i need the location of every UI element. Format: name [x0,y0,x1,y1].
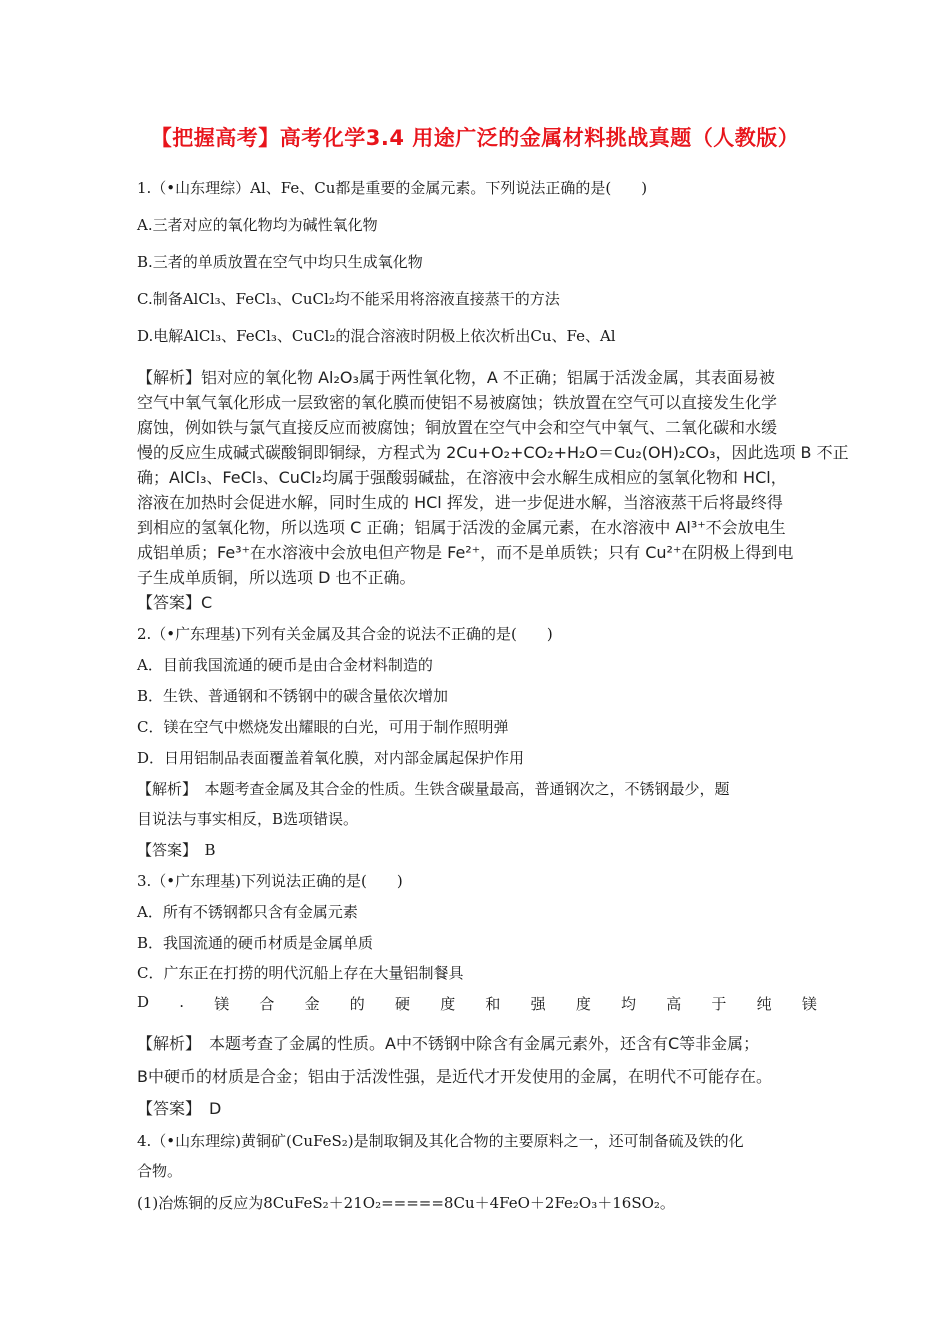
q4-stem-cont: 合物。 [137,1162,183,1180]
q3-option-d-char: 的 [349,995,365,1013]
q3-option-d-char: 合 [259,995,275,1013]
q1-option-d: D.电解AlCl₃、FeCl₃、CuCl₂的混合溶液时阴极上依次析出Cu、Fe、Al [137,327,616,345]
q3-stem: 3.（•广东理基)下列说法正确的是( ) [137,872,403,890]
q3-option-a: A．所有不锈钢都只含有金属元素 [137,903,358,921]
q2-option-a: A．目前我国流通的硬币是由合金材料制造的 [137,656,433,674]
q3-option-d-char: 纯 [756,995,772,1013]
q1-analysis-line: 确；AlCl₃、FeCl₃、CuCl₂均属于强酸弱碱盐，在溶液中会水解生成相应的氢氧化物和 HCl， [137,468,787,487]
q1-option-c: C.制备AlCl₃、FeCl₃、CuCl₂均不能采用将溶液直接蒸干的方法 [137,290,560,308]
q3-answer: 【答案】 D [137,1099,222,1118]
q1-analysis-line: 【解析】铝对应的氧化物 Al₂O₃属于两性氧化物，A 不正确；铝属于活泼金属，其表面易被 [137,368,775,387]
q2-analysis-line: 目说法与事实相反，B选项错误。 [137,810,359,828]
q1-stem: 1.（•山东理综）Al、Fe、Cu都是重要的金属元素。下列说法正确的是( ) [137,179,648,197]
q2-stem: 2.（•广东理基)下列有关金属及其合金的说法不正确的是( ) [137,625,553,643]
q3-option-d-char: 均 [621,995,637,1013]
q1-analysis-line: 空气中氧气氧化形成一层致密的氧化膜而使铝不易被腐蚀；铁放置在空气可以直接发生化学 [137,393,778,412]
q3-analysis-line: 【解析】 本题考查了金属的性质。A中不锈钢中除含有金属元素外，还含有C等非金属； [137,1034,760,1053]
q2-option-b: B．生铁、普通钢和不锈钢中的碳含量依次增加 [137,687,449,705]
q1-analysis-line: 腐蚀，例如铁与氯气直接反应而被腐蚀；铜放置在空气中会和空气中氧气、二氧化碳和水缓 [137,418,778,437]
q4-stem: 4.（•山东理综)黄铜矿(CuFeS₂)是制取铜及其化合物的主要原料之一，还可制备硫及铁的化 [137,1132,744,1150]
q3-option-d-char: 镁 [801,995,817,1013]
q1-analysis-line: 成铝单质；Fe³⁺在水溶液中会放电但产物是 Fe²⁺，而不是单质铁；只有 Cu²⁺在阴极上得到电 [137,543,794,562]
q1-option-a: A.三者对应的氧化物均为碱性氧化物 [137,216,378,234]
q3-option-d-char: 镁 [214,995,230,1013]
q3-option-c: C．广东正在打捞的明代沉船上存在大量铝制餐具 [137,964,464,982]
q1-option-b: B.三者的单质放置在空气中均只生成氧化物 [137,253,423,271]
q3-option-d-char: 硬 [395,995,411,1013]
q2-option-c: C．镁在空气中燃烧发出耀眼的白光，可用于制作照明弹 [137,718,509,736]
q3-analysis-line: B中硬币的材质是合金；铝由于活泼性强，是近代才开发使用的金属，在明代不可能存在。 [137,1067,772,1086]
q1-analysis-line: 子生成单质铜，所以选项 D 也不正确。 [137,568,416,587]
q3-option-d-char: 度 [440,995,456,1013]
page-title: 【把握高考】高考化学3.4 用途广泛的金属材料挑战真题（人教版） [150,126,800,150]
q1-analysis-line: 到相应的氢氧化物，所以选项 C 正确；铝属于活泼的金属元素，在水溶液中 Al³⁺不会放电生 [137,518,786,537]
q2-answer: 【答案】 B [137,841,216,859]
q4-part-1: (1)冶炼铜的反应为8CuFeS₂＋21O₂=====8Cu＋4FeO＋2Fe₂O₃＋16SO₂。 [137,1194,675,1212]
q3-option-d-char: 度 [575,995,591,1013]
q2-option-d: D．日用铝制品表面覆盖着氧化膜，对内部金属起保护作用 [137,749,525,767]
q3-option-b: B．我国流通的硬币材质是金属单质 [137,934,374,952]
q1-analysis-line: 溶液在加热时会促进水解，同时生成的 HCl 挥发，进一步促进水解，当溶液蒸干后将最终得 [137,493,783,512]
q3-option-d-char: 强 [530,995,546,1013]
q2-analysis-line: 【解析】 本题考查金属及其合金的性质。生铁含碳量最高，普通钢次之，不锈钢最少，题 [137,780,730,798]
q3-option-d-char: D [137,993,150,1011]
q3-option-d-char: 于 [711,995,727,1013]
q1-answer: 【答案】C [137,593,213,612]
q3-option-d-char: . [179,993,184,1011]
q3-option-d-char: 和 [485,995,501,1013]
q3-option-d-char: 高 [666,995,682,1013]
q3-option-d-char: 金 [304,995,320,1013]
q3-option-d [137,993,817,1014]
q1-analysis-line: 慢的反应生成碱式碳酸铜即铜绿，方程式为 2Cu+O₂+CO₂+H₂O＝Cu₂(OH)₂CO₃，因此选项 B 不正 [137,443,849,462]
